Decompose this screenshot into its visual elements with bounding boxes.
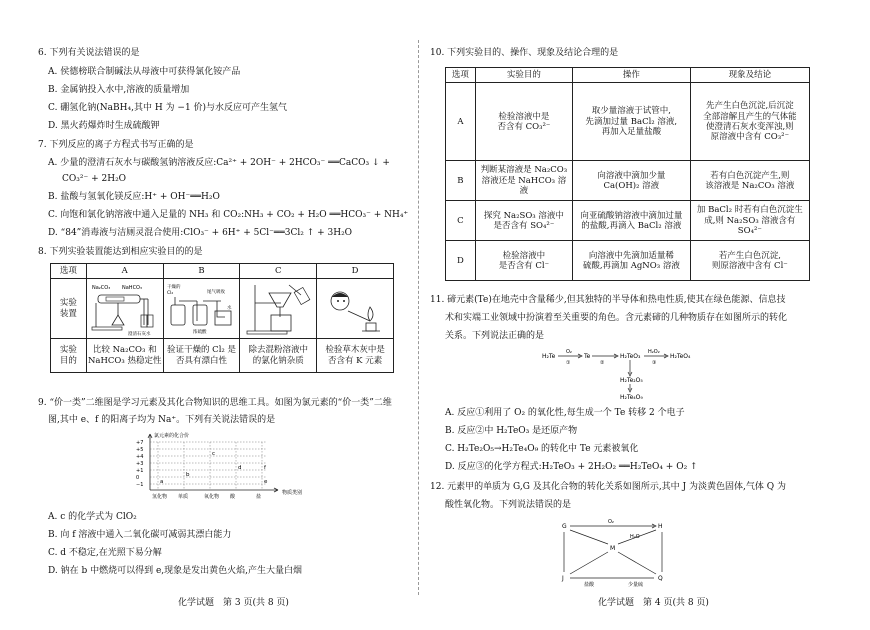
filtration-apparatus-diagram bbox=[241, 281, 315, 337]
q8-stem: 8. 下列实验装置能达到相应实验目的的是 bbox=[38, 247, 203, 257]
apparatus-label: 浓硫酸 bbox=[192, 329, 207, 335]
apparatus-label: 干燥的 bbox=[166, 284, 181, 290]
cell-line: 硫酸,再滴加 AgNO₃ 溶液 bbox=[582, 260, 680, 271]
chlorine-apparatus-diagram bbox=[165, 281, 239, 337]
q10-purpose bbox=[475, 83, 572, 161]
q9-option-c: C. d 不稳定,在光照下易分解 bbox=[48, 548, 162, 558]
apparatus-label: NaHCO₃ bbox=[121, 284, 142, 291]
purpose-line: NaHCO₃ 热稳定性 bbox=[87, 355, 162, 366]
q12-stem-line1: 12. 元素甲的单质为 G,G 及其化合物的转化关系如图所示,其中 J 为淡黄色固体,气体 Q 为 bbox=[430, 482, 786, 492]
q9-option-d: D. 钠在 b 中燃烧可以得到 e,现象是发出黄色火焰,产生大量白烟 bbox=[48, 566, 303, 576]
q8-purpose-c bbox=[240, 339, 317, 373]
cell-line: 成,则 Na₂SO₃ 溶液含有 SO₄²⁻ bbox=[704, 215, 796, 236]
q8-purpose-a bbox=[86, 339, 163, 373]
cell-line: 溶液还是 NaHCO₃ 溶液 bbox=[481, 175, 567, 196]
column-divider bbox=[418, 40, 419, 595]
cell-line: 向亚硫酸钠溶液中滴加过量 bbox=[580, 210, 683, 221]
cell-line: 检验溶液中是 bbox=[498, 111, 550, 122]
q11-stem-line1: 11. 碲元素(Te)在地壳中含量稀少,但其独特的半导体和热电性质,使其在绿色能源、信息技 bbox=[430, 295, 786, 305]
scheme-reagent: 少量硫 bbox=[628, 582, 644, 588]
q11-stem-line3: 关系。下列说法正确的是 bbox=[445, 331, 545, 341]
q8-apparatus-c bbox=[240, 279, 317, 339]
purpose-line: 除去混粉溶液中 bbox=[248, 345, 309, 356]
purpose-line: 比较 Na₂CO₃ 和 bbox=[92, 345, 157, 356]
left-page bbox=[0, 0, 410, 630]
scheme-reagent: H₂O bbox=[630, 534, 640, 540]
scheme-reagent: H₂O₂ bbox=[648, 349, 660, 355]
q8-apparatus-b bbox=[163, 279, 240, 339]
q10-row-b bbox=[446, 161, 810, 201]
cell-line: 向溶液中滴加少量 bbox=[597, 170, 666, 181]
q7-stem: 7. 下列反应的离子方程式书写正确的是 bbox=[38, 140, 194, 150]
cell-line: 若产生白色沉淀, bbox=[718, 250, 781, 261]
q11-option-a: A. 反应①利用了 O₂ 的氧化性,每生成一个 Te 转移 2 个电子 bbox=[445, 408, 685, 418]
q8-row-label: 实验 目的 bbox=[51, 339, 87, 373]
purpose-line: 验证干燥的 Cl₂ 是 bbox=[166, 345, 237, 356]
q10-header-cell: 选项 bbox=[446, 68, 476, 83]
q8-apparatus-row bbox=[51, 279, 394, 339]
q6-option-b: B. 金属钠投入水中,溶液的质量增加 bbox=[48, 85, 190, 95]
cell-line: 是否含有 SO₄²⁻ bbox=[493, 220, 555, 231]
flame-test-diagram bbox=[318, 281, 392, 337]
q8-row-label: 实验 装置 bbox=[51, 279, 87, 339]
purpose-line: 的氯化钠杂质 bbox=[252, 355, 304, 366]
q8-header-cell: B bbox=[163, 264, 240, 279]
q12-stem-line2: 酸性氧化物。下列说法错误的是 bbox=[445, 500, 572, 510]
heating-apparatus-diagram bbox=[88, 281, 162, 337]
q9-option-b: B. 向 f 溶液中通入二氧化碳可减弱其漂白能力 bbox=[48, 530, 232, 540]
y-tick-label: +5 bbox=[136, 447, 144, 453]
chart-point-label: d bbox=[238, 465, 242, 471]
q7-option-c: C. 向饱和氯化钠溶液中通入足量的 NH₃ 和 CO₂:NH₃ + CO₂ + H₂O ══HCO₃⁻ + NH₄⁺ bbox=[48, 210, 409, 220]
q8-apparatus-d bbox=[317, 279, 394, 339]
apparatus-label: 尾气吸收 bbox=[206, 289, 225, 295]
q6-option-a: A. 侯德榜联合制碱法从母液中可获得氯化铵产品 bbox=[48, 67, 241, 77]
q11-option-b: B. 反应②中 H₂TeO₃ 是还原产物 bbox=[445, 426, 578, 436]
x-tick-label: 氢化物 bbox=[152, 494, 168, 500]
q10-row-d bbox=[446, 241, 810, 281]
q10-header-cell: 操作 bbox=[573, 68, 691, 83]
scheme-node: H₂TeO₃ bbox=[620, 353, 641, 360]
y-tick-label: +3 bbox=[136, 461, 144, 467]
q7-option-d: D. “84”消毒液与洁厕灵混合使用:ClO₃⁻ + 6H⁺ + 5Cl⁻══3Cl₂ ↑ + 3H₂O bbox=[48, 228, 353, 238]
q11-stem-line2: 术和实端工业领域中扮演着至关重要的角色。含元素碲的几种物质存在如图所示的转化 bbox=[445, 313, 788, 323]
q10-result bbox=[690, 161, 809, 201]
q8-apparatus-a bbox=[86, 279, 163, 339]
scheme-node: H bbox=[658, 523, 663, 530]
q10-row-c bbox=[446, 201, 810, 241]
chart-point-label: a bbox=[160, 479, 164, 485]
apparatus-label: Na₂CO₃ bbox=[91, 284, 110, 291]
cell-line: 探究 Na₂SO₃ 溶液中 bbox=[483, 210, 564, 221]
scheme-reagent: 盐酸 bbox=[584, 582, 595, 588]
scheme-node: H₂Te₄O₉ bbox=[620, 394, 643, 401]
y-tick-label: +7 bbox=[136, 440, 144, 446]
x-tick-label: 单质 bbox=[178, 494, 189, 500]
q10-row-a bbox=[446, 83, 810, 161]
apparatus-label: 澄清石灰水 bbox=[127, 331, 151, 337]
chart-x-label: 物质类别 bbox=[282, 490, 303, 496]
chart-point-label: e bbox=[264, 479, 268, 485]
q8-header-cell: 选项 bbox=[51, 264, 87, 279]
scheme-node: Q bbox=[658, 575, 663, 582]
page-footer-left: 化学试题 第 3 页(共 8 页) bbox=[178, 598, 289, 608]
chart-point-label: f bbox=[264, 465, 266, 471]
q10-option: C bbox=[446, 201, 476, 241]
scheme-step: ③ bbox=[652, 360, 657, 366]
q10-header-cell: 现象及结论 bbox=[690, 68, 809, 83]
cell-line: 则原溶液中含有 Cl⁻ bbox=[711, 260, 788, 271]
q8-table bbox=[50, 263, 394, 373]
q8-header-cell: C bbox=[240, 264, 317, 279]
q10-operation bbox=[573, 241, 691, 281]
q9-option-a: A. c 的化学式为 ClO₂ bbox=[48, 512, 137, 522]
q8-header-cell: D bbox=[317, 264, 394, 279]
q10-result bbox=[690, 241, 809, 281]
scheme-node: G bbox=[562, 523, 567, 530]
cell-line: 全部溶解且产生的气体能 bbox=[703, 111, 797, 122]
cell-line: 否含有 CO₃²⁻ bbox=[497, 121, 551, 132]
q10-option: A bbox=[446, 83, 476, 161]
q10-operation bbox=[573, 83, 691, 161]
q11-option-c: C. H₂Te₂O₅→H₂Te₄O₉ 的转化中 Te 元素被氧化 bbox=[445, 444, 639, 454]
purpose-line: 否具有漂白性 bbox=[176, 355, 228, 366]
cell-line: 加 BaCl₂ 时若有白色沉淀生 bbox=[696, 205, 803, 216]
valence-class-chart bbox=[128, 430, 318, 502]
q10-header-row bbox=[446, 68, 810, 83]
scheme-step: ② bbox=[600, 360, 605, 366]
q10-result bbox=[690, 83, 809, 161]
x-tick-label: 盐 bbox=[256, 494, 262, 500]
chart-point-label: b bbox=[186, 472, 190, 478]
cell-line: 的盐酸,再滴入 BaCl₂ 溶液 bbox=[581, 220, 682, 231]
q6-option-d: D. 黑火药爆炸时生成硫酸钾 bbox=[48, 121, 160, 131]
q10-operation bbox=[573, 201, 691, 241]
q8-purpose-d bbox=[317, 339, 394, 373]
scheme-node: H₂Te₂O₅ bbox=[620, 377, 643, 384]
chart-y-label: 氯元素的化合价 bbox=[154, 433, 190, 439]
scheme-node: H₂Te bbox=[542, 353, 556, 360]
y-tick-label: +4 bbox=[136, 454, 144, 460]
x-tick-label: 氧化物 bbox=[204, 494, 220, 500]
q8-purpose-b bbox=[163, 339, 240, 373]
cell-line: 向溶液中先滴加适量稀 bbox=[588, 250, 674, 261]
cell-line: 使澄清石灰水变浑浊,则 bbox=[705, 121, 794, 132]
page-footer-right: 化学试题 第 4 页(共 8 页) bbox=[598, 598, 709, 608]
q7-option-b: B. 盐酸与氢氧化镁反应:H⁺ + OH⁻══H₂O bbox=[48, 192, 220, 202]
q10-purpose bbox=[475, 241, 572, 281]
scheme-node: M bbox=[610, 545, 616, 552]
q8-header-row bbox=[51, 264, 394, 279]
tellurium-conversion-scheme bbox=[540, 344, 700, 402]
element-conversion-scheme bbox=[558, 516, 678, 588]
cell-line: 检验溶液中 bbox=[502, 250, 546, 261]
q10-header-cell: 实验目的 bbox=[475, 68, 572, 83]
q8-header-cell: A bbox=[86, 264, 163, 279]
q9-stem-line2: 图,其中 e、f 的阳离子均为 Na⁺。下列有关说法错误的是 bbox=[48, 415, 276, 425]
q10-option: D bbox=[446, 241, 476, 281]
scheme-step: ① bbox=[566, 360, 571, 366]
y-tick-label: +1 bbox=[136, 468, 144, 474]
q10-purpose bbox=[475, 161, 572, 201]
scheme-reagent: O₂ bbox=[608, 519, 614, 525]
q7-option-a-line2: CO₃²⁻ + 2H₂O bbox=[62, 174, 127, 184]
q6-option-c: C. 硼氢化钠(NaBH₄,其中 H 为 −1 价)与水反应可产生氢气 bbox=[48, 103, 288, 113]
purpose-line: 检验草木灰中是 bbox=[325, 345, 385, 356]
q10-purpose bbox=[475, 201, 572, 241]
cell-line: 先滴加过量 BaCl₂ 溶液, bbox=[585, 116, 678, 127]
scheme-node: Te bbox=[584, 353, 591, 360]
q8-purpose-row bbox=[51, 339, 394, 373]
cell-line: 取少量溶液于试管中, bbox=[591, 106, 671, 117]
q6-stem: 6. 下列有关说法错误的是 bbox=[38, 48, 140, 58]
cell-line: 再加入足量盐酸 bbox=[601, 126, 662, 137]
q10-result bbox=[690, 201, 809, 241]
scheme-node: H₂TeO₄ bbox=[670, 353, 691, 360]
x-tick-label: 酸 bbox=[230, 494, 236, 500]
cell-line: 原溶液中含有 CO₃²⁻ bbox=[710, 131, 790, 142]
cell-line: 该溶液是 Na₂CO₃ 溶液 bbox=[705, 180, 795, 191]
q7-option-a-line1: A. 少量的澄清石灰水与碳酸氢钠溶液反应:Ca²⁺ + 2OH⁻ + 2HCO₃⁻ ══CaCO₃ ↓ + bbox=[48, 158, 390, 168]
cell-line: 判断某溶液是 Na₂CO₃ bbox=[480, 165, 568, 176]
q10-option: B bbox=[446, 161, 476, 201]
cell-line: 先产生白色沉淀,后沉淀 bbox=[705, 101, 794, 112]
q10-stem: 10. 下列实验目的、操作、现象及结论合理的是 bbox=[430, 48, 619, 58]
q10-operation bbox=[573, 161, 691, 201]
scheme-node: J bbox=[562, 575, 564, 582]
scheme-reagent: O₂ bbox=[566, 349, 572, 355]
q9-stem-line1: 9. “价一类”二维图是学习元素及其化合物知识的思维工具。如图为氯元素的“价一类”二维 bbox=[38, 398, 392, 408]
chart-point-label: c bbox=[212, 451, 216, 457]
y-tick-label: 0 bbox=[136, 475, 140, 481]
apparatus-label: 水 bbox=[226, 305, 232, 311]
y-tick-label: −1 bbox=[136, 482, 144, 488]
q10-table bbox=[445, 67, 810, 281]
cell-line: Ca(OH)₂ 溶液 bbox=[603, 180, 660, 191]
cell-line: 是否含有 Cl⁻ bbox=[498, 260, 550, 271]
apparatus-label: Cl₂ bbox=[166, 290, 173, 296]
q11-option-d: D. 反应③的化学方程式:H₂TeO₃ + 2H₂O₂ ══H₂TeO₄ + O₂ ↑ bbox=[445, 462, 698, 472]
cell-line: 若有白色沉淀产生,则 bbox=[710, 170, 790, 181]
purpose-line: 否含有 K 元素 bbox=[327, 355, 383, 366]
